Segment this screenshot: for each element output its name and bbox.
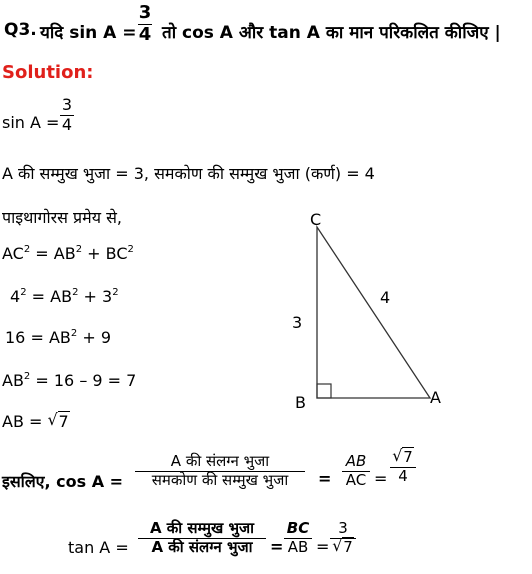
solution-heading: Solution: [2, 62, 94, 83]
cos-word-fraction: A की संलग्न भुजा समकोण की सम्मुख भुजा [135, 454, 305, 489]
step-5: AB = √ 7 [2, 410, 69, 431]
tan-word-fraction: A की सम्मुख भुजा A की संलग्न भुजा [138, 521, 266, 556]
triangle-diagram [280, 205, 460, 415]
given-den: 4 [61, 114, 73, 134]
question-fraction [138, 4, 152, 45]
right-angle-marker [317, 384, 331, 398]
side-label-3: 3 [292, 313, 303, 332]
tan-value-fraction: 3 √ 7 [330, 521, 356, 556]
question-label: Q3. [4, 20, 37, 40]
question-text-after: तो cos A और tan A का मान परिकलित कीजिए | [162, 23, 501, 43]
sides-line: A की सम्मुख भुजा = 3, समकोण की सम्मुख भुजा (कर्ण) = 4 [2, 164, 375, 183]
tan-symbol-fraction: BC AB [284, 521, 312, 556]
side-label-4: 4 [380, 288, 391, 307]
tan-prefix: tan A = [68, 538, 129, 557]
triangle-shape [317, 227, 430, 398]
question-frac-den: 4 [138, 23, 152, 45]
step-4: $AB^2 = 16 - 9 = 7$ [2, 371, 137, 390]
question-text-before: यदि sin A = [40, 23, 137, 43]
theorem-line: पाइथागोरस प्रमेय से, [2, 208, 122, 227]
step-2: $4^2 = AB^2 + 3^2$ [10, 287, 119, 306]
vertex-b: B [295, 393, 306, 412]
cos-value-fraction: √ 7 4 [390, 450, 416, 485]
given-fraction [60, 97, 74, 134]
step-3: $16 = AB^2 + 9$ [5, 328, 111, 347]
cos-prefix: इसलिए, cos A = [2, 472, 124, 491]
vertex-a: A [430, 388, 441, 407]
vertex-c: C [310, 210, 322, 229]
given-num: 3 [61, 95, 73, 114]
step-1: $AC^2 = AB^2 + BC^2$ [2, 244, 134, 263]
cos-symbol-fraction: AB AC [342, 454, 370, 489]
given-lhs: sin A = [2, 113, 60, 132]
question-frac-num: 3 [138, 2, 152, 23]
sqrt-7: √ 7 [47, 410, 69, 431]
